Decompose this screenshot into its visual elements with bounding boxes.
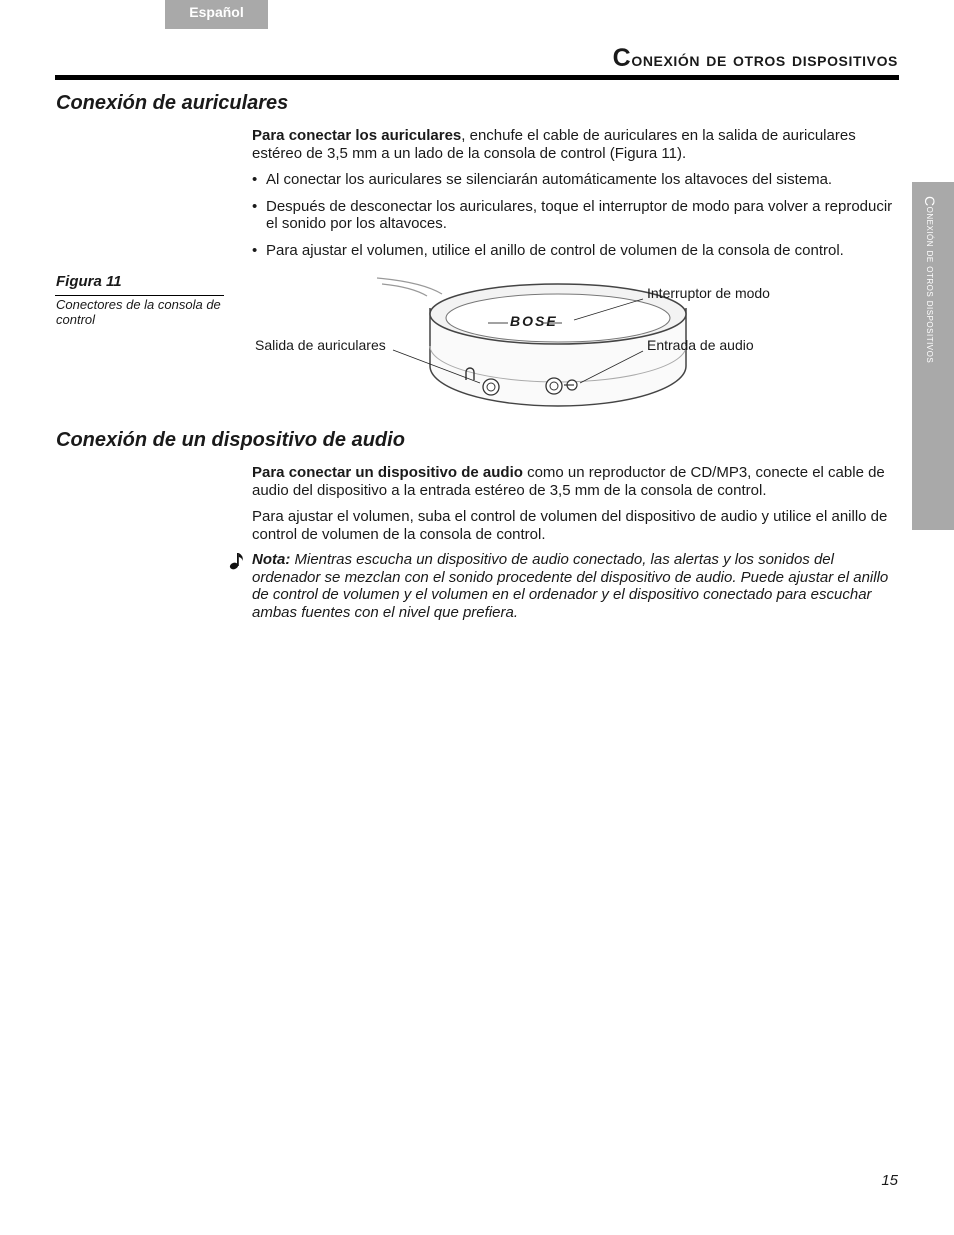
headphones-intro-bold: Para conectar los auriculares xyxy=(252,127,462,144)
page-title-initial: C xyxy=(612,44,632,72)
callout-mode-switch: Interruptor de modo xyxy=(647,285,770,301)
page-number: 15 xyxy=(881,1172,898,1189)
audio-device-para1-bold: Para conectar un dispositivo de audio xyxy=(252,464,523,481)
side-label-rest: onexión de otros dispositivos xyxy=(924,206,936,364)
headphones-instructions xyxy=(252,127,898,268)
music-note-icon xyxy=(229,552,245,570)
bullet-item: • Para ajustar el volumen, utilice el anillo de control de volumen de la consola de control. xyxy=(252,242,898,260)
bose-logo: BOSE xyxy=(510,313,558,329)
audio-device-para1-text: como un reproductor de CD/MP3, conecte el cable de audio del dispositivo a la entrada estéreo de 3,5 mm de la consola de control. xyxy=(252,464,885,499)
note-block xyxy=(252,551,898,621)
headphones-intro-text: , enchufe el cable de auriculares en la salida de auriculares estéreo de 3,5 mm a un lado de la consola de control (Figura 11). xyxy=(252,127,856,162)
side-label-initial: C xyxy=(922,196,938,207)
page-title xyxy=(613,44,898,73)
side-section-label xyxy=(922,196,938,363)
audio-device-para2: Para ajustar el volumen, suba el control de volumen del dispositivo de audio y utilice el anillo de control de volumen de la consola de control. xyxy=(252,508,888,543)
audio-device-instructions xyxy=(252,464,898,552)
callout-audio-in: Entrada de audio xyxy=(647,337,754,353)
headphones-intro xyxy=(252,127,898,162)
control-pod-illustration xyxy=(252,272,812,422)
section-heading-audio-device: Conexión de un dispositivo de audio xyxy=(56,429,405,451)
bullet-item: • Al conectar los auriculares se silenciarán automáticamente los altavoces del sistema. xyxy=(252,171,898,189)
bullet-item: • Después de desconectar los auriculares, toque el interruptor de modo para volver a reproducir el sonido por los altavoces. xyxy=(252,198,898,233)
side-section-tab[interactable] xyxy=(912,182,954,530)
note-text: Mientras escucha un dispositivo de audio conectado, las alertas y los sonidos del ordenador se mezclan con el sonido procedente del dispositivo de audio. Puede ajustar el anillo de control de volumen y el volumen en el ordenador y el dispositivo conectado para escuchar ambas fuentes con el nivel que prefiera. xyxy=(252,551,889,621)
title-rule xyxy=(55,75,899,80)
language-tab[interactable]: Español xyxy=(165,0,268,29)
page-title-rest: onexión de otros dispositivos xyxy=(631,49,898,71)
figure-label: Figura 11 xyxy=(56,273,122,290)
note-label: Nota: xyxy=(252,551,291,568)
headphones-bullet-list xyxy=(252,171,898,259)
callout-headphone-out: Salida de auriculares xyxy=(255,337,386,353)
audio-device-para1 xyxy=(252,464,898,499)
figure-rule xyxy=(55,295,224,296)
figure-caption: Conectores de la consola de control xyxy=(56,297,221,327)
section-heading-headphones: Conexión de auriculares xyxy=(56,92,289,114)
